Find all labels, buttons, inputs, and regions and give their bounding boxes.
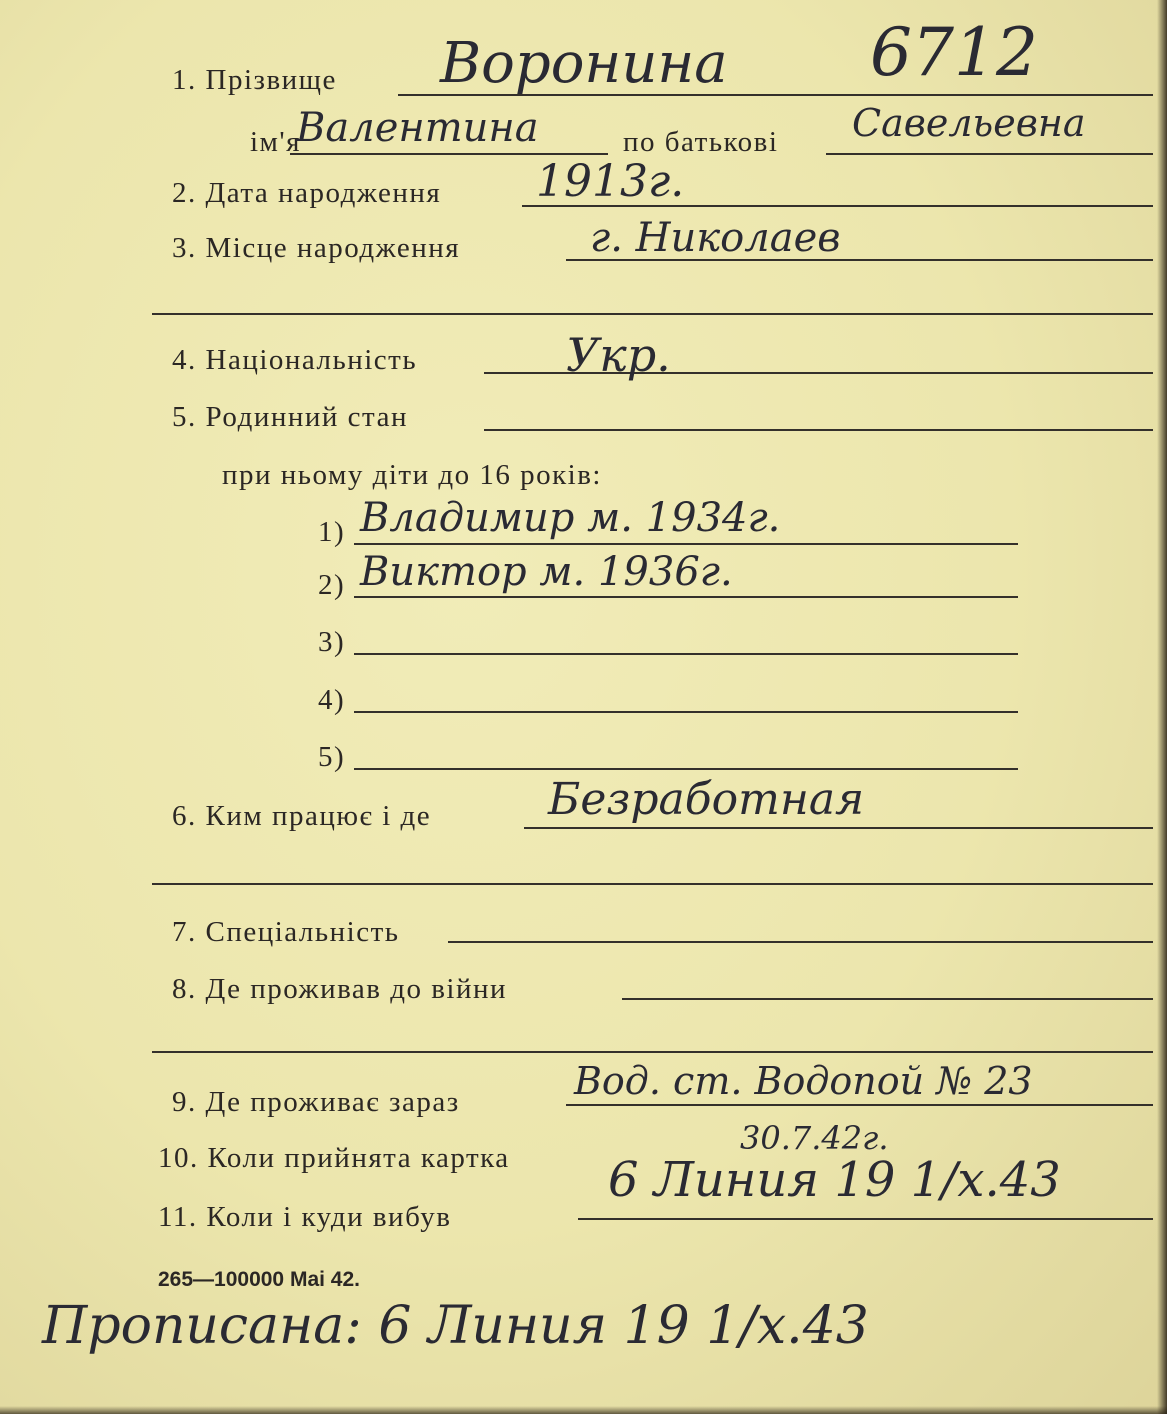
child-1-label: 1) (318, 516, 346, 548)
current-residence-label: 9. Де проживає зараз (172, 1086, 460, 1118)
child-3-label: 3) (318, 626, 346, 658)
card-accepted-label: 10. Коли прийнята картка (158, 1142, 510, 1174)
first-name-value: Валентина (296, 105, 539, 151)
departure-value: 6 Линия 19 1/х.43 (608, 1152, 1061, 1208)
child-4-line (354, 711, 1018, 713)
departure-line (578, 1218, 1153, 1220)
occupation-label: 6. Ким працює і де (172, 800, 432, 832)
card-right-edge (1157, 0, 1167, 1414)
bottom-note: Прописана: 6 Линия 19 1/х.43 (42, 1296, 869, 1356)
child-3-line (354, 653, 1018, 655)
current-residence-line (566, 1104, 1153, 1106)
child-2-label: 2) (318, 569, 346, 601)
child-4-label: 4) (318, 684, 346, 716)
birth-place-label: 3. Місце народження (172, 232, 461, 264)
child-5-line (354, 768, 1018, 770)
first-name-label: ім'я (250, 126, 301, 158)
marital-status-label: 5. Родинний стан (172, 401, 408, 433)
card-bottom-edge (0, 1406, 1167, 1414)
nationality-value: Укр. (566, 328, 671, 382)
child-2-line (354, 596, 1018, 598)
specialty-line (448, 941, 1153, 943)
patronymic-label: по батькові (623, 126, 779, 158)
child-2-value: Виктор м. 1936г. (360, 549, 733, 595)
occupation-value: Безработная (548, 774, 865, 825)
print-code: 265—100000 Mai 42. (158, 1268, 360, 1291)
children-label: при ньому діти до 16 років: (222, 459, 602, 491)
patronymic-value: Савельевна (852, 101, 1086, 145)
birth-place-value: г. Николаев (590, 215, 841, 261)
surname-label: 1. Прізвище (172, 64, 337, 96)
marital-status-line (484, 429, 1153, 431)
departure-label: 11. Коли і куди вибув (158, 1201, 452, 1233)
birth-date-label: 2. Дата народження (172, 177, 442, 209)
patronymic-line (826, 153, 1153, 155)
prewar-residence-line (622, 998, 1153, 1000)
card-number-value: 6712 (870, 14, 1038, 91)
birth-place-line-2 (152, 313, 1153, 315)
prewar-residence-line-2 (152, 1051, 1153, 1053)
child-1-line (354, 543, 1018, 545)
current-residence-value: Вод. ст. Водопой № 23 (574, 1059, 1033, 1103)
prewar-residence-label: 8. Де проживав до війни (172, 973, 508, 1005)
nationality-label: 4. Національність (172, 344, 418, 376)
first-name-line (290, 153, 608, 155)
birth-date-value: 1913г. (536, 156, 685, 207)
child-5-label: 5) (318, 741, 346, 773)
surname-value: Воронина (440, 31, 728, 96)
card-accepted-value: 30.7.42г. (740, 1119, 889, 1157)
occupation-line-2 (152, 883, 1153, 885)
occupation-line (524, 827, 1153, 829)
specialty-label: 7. Спеціальність (172, 916, 400, 948)
child-1-value: Владимир м. 1934г. (360, 495, 781, 541)
